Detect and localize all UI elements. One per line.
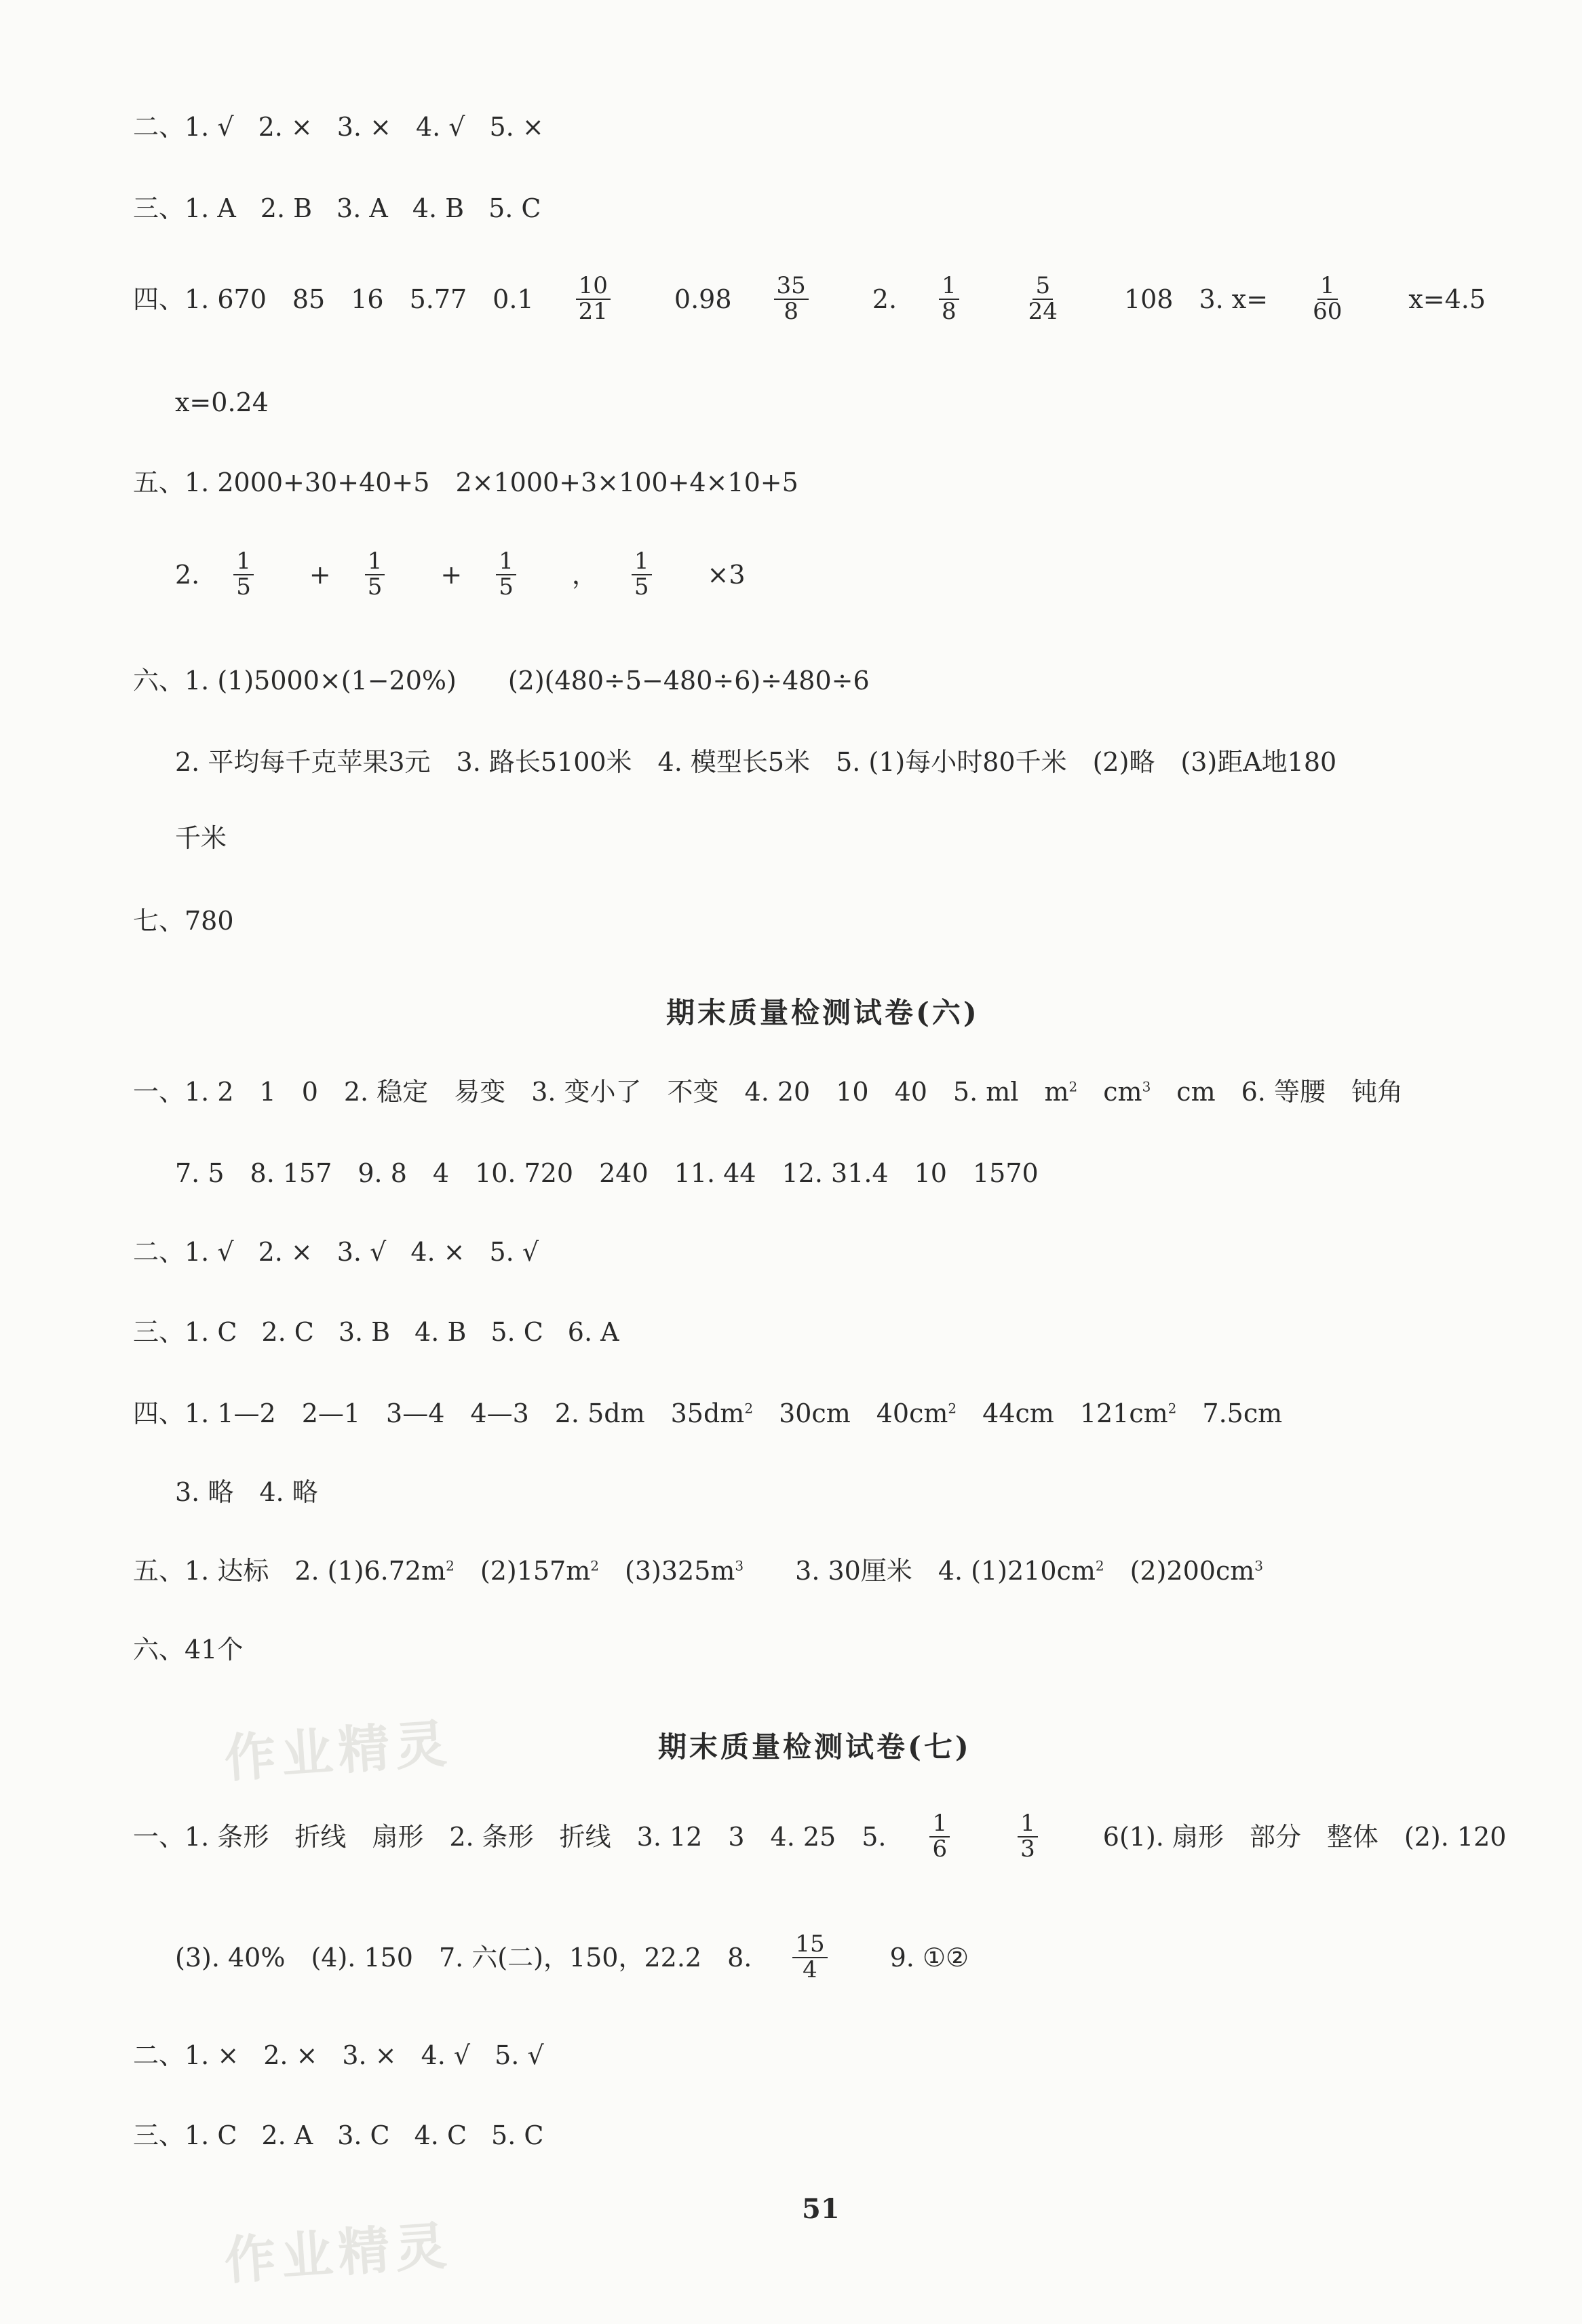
answer-line-san: 三、1. C 2. C 3. B 4. B 5. C 6. A <box>133 1317 619 1347</box>
fraction: $\frac{5}{24}$ <box>1028 272 1058 325</box>
answer-line-yi-2: (3). 40% (4). 150 7. 六(二)，150，22.2 8. $\frac{15}{4}$ 9. ①② <box>175 1930 969 1983</box>
answer-line-er: 二、1. √ 2. × 3. √ 4. × 5. √ <box>133 1237 539 1267</box>
answer-line-si-2: 3. 略 4. 略 <box>175 1477 318 1507</box>
answer-line-liu-3: 千米 <box>175 823 227 853</box>
watermark: 作业精灵 <box>222 1713 455 1789</box>
fraction: $\frac{1}{3}$ <box>1018 1812 1062 1861</box>
answer-line-er: 二、1. √ 2. × 3. × 4. √ 5. × <box>133 112 544 142</box>
answer-line-si-cont: x=0.24 <box>175 387 269 417</box>
answer-line-qi: 七、780 <box>133 906 234 936</box>
answer-line-san: 三、1. A 2. B 3. A 4. B 5. C <box>133 193 541 223</box>
answer-line-yi: 一、1. 2 1 0 2. 稳定 易变 3. 变小了 不变 4. 20 10 40 5. ml $m^2$ $cm^3$ cm 6. 等腰 钝角 <box>133 1077 1403 1107</box>
fraction: $\frac{1}{5}$ <box>233 550 278 599</box>
answer-line-si: 四、1. 1—2 2—1 3—4 4—3 2. 5dm $35dm^2$ 30cm $40cm^2$ 44cm $121cm^2$ 7.5cm <box>133 1398 1283 1428</box>
answer-line-wu: 五、1. 达标 2. $(1)6.72m^2$ $(2)157m^2$ $(3)325m^3$ 3. 30厘米 4. $(1)210cm^2$ $(2)200cm^3$ <box>133 1556 1264 1586</box>
answer-line-yi-2: 7. 5 8. 157 9. 8 4 10. 720 240 11. 44 12. 31.4 10 1570 <box>175 1158 1039 1188</box>
page-number: 51 <box>802 2193 840 2225</box>
fraction: $\frac{1}{5}$ <box>632 550 676 599</box>
answer-line-yi: 一、1. 条形 折线 扇形 2. 条形 折线 3. 12 3 4. 25 5. $\frac{1}{6}$ $\frac{1}{3}$ 6(1). 扇形 部分 整体 (2). 120 <box>133 1810 1507 1863</box>
answer-line-liu: 六、41个 <box>133 1635 244 1664</box>
fraction: $\frac{1}{5}$ <box>365 550 410 599</box>
section-title: 期末质量检测试卷(七) <box>658 1730 971 1764</box>
fraction: $\frac{15}{4}$ <box>792 1932 851 1982</box>
fraction: $\frac{1}{8}$ <box>939 274 984 324</box>
answer-line-si: 四、1. 670 85 16 5.77 0.1 $\frac{10}{21}$ 0.98 $\frac{35}{8}$ 2. $\frac{1}{8}$ $\frac{5}{24}$ 108 3. x= $\frac{1}{60}$ x=4.5 <box>133 272 1486 325</box>
fraction: $\frac{1}{6}$ <box>929 1812 974 1861</box>
answer-line-wu-2: 2. $\frac{1}{5}$ + $\frac{1}{5}$ + $\frac{1}{5}$ ， $\frac{1}{5}$ ×3 <box>175 548 746 601</box>
fraction: $\frac{10}{21}$ <box>576 274 635 324</box>
fraction: $\frac{1}{60}$ <box>1313 272 1343 325</box>
answer-line-liu: 六、1. (1)5000×(1−20%) (2)(480÷5−480÷6)÷480÷6 <box>133 666 870 696</box>
fraction: $\frac{35}{8}$ <box>774 274 833 324</box>
answer-line-wu: 五、1. 2000+30+40+5 2×1000+3×100+4×10+5 <box>133 468 798 497</box>
fraction: $\frac{1}{5}$ <box>496 550 541 599</box>
answer-line-liu-2: 2. 平均每千克苹果3元 3. 路长5100米 4. 模型长5米 5. (1)每小时80千米 (2)略 (3)距A地180 <box>175 747 1337 777</box>
watermark: 作业精灵 <box>222 2215 455 2291</box>
answer-line-san: 三、1. C 2. A 3. C 4. C 5. C <box>133 2120 544 2150</box>
answer-line-er: 二、1. × 2. × 3. × 4. √ 5. √ <box>133 2040 544 2070</box>
section-title: 期末质量检测试卷(六) <box>666 996 980 1029</box>
